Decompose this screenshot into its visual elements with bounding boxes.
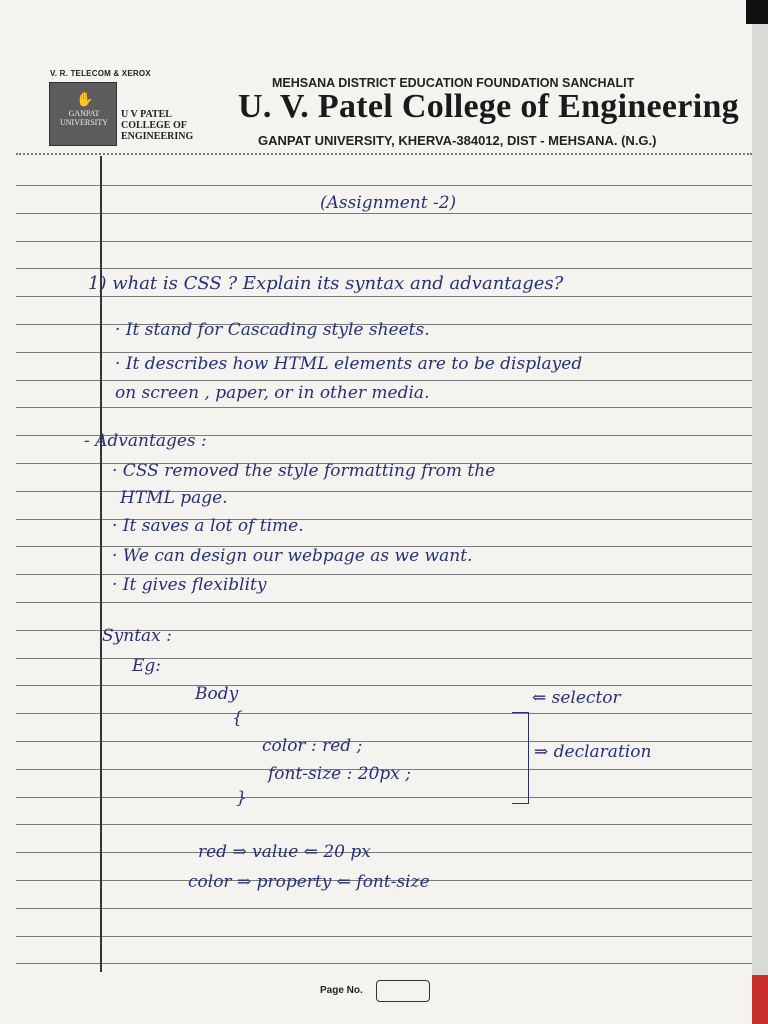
background-corner [746, 0, 768, 24]
advantage-item: · It gives flexiblity [112, 575, 267, 595]
ruled-line [16, 407, 752, 408]
definition-line: · It stand for Cascading style sheets. [115, 320, 430, 340]
ruled-line [16, 185, 752, 186]
page-number-label: Page No. [320, 985, 363, 996]
ruled-line [16, 713, 752, 714]
logo-caption [121, 109, 193, 142]
ruled-line [16, 213, 752, 214]
logo-caption-line: COLLEGE OF [121, 120, 187, 131]
ruled-line [16, 908, 752, 909]
advantage-item: · CSS removed the style formatting from the [112, 461, 496, 481]
ruled-line [16, 241, 752, 242]
declaration-note: ⇒ declaration [534, 742, 652, 762]
college-address: GANPAT UNIVERSITY, KHERVA-384012, DIST - MEHSANA. (N.G.) [258, 133, 657, 148]
open-brace: { [232, 708, 243, 728]
ruled-line [16, 852, 752, 853]
logo-text: GANPAT UNIVERSITY [60, 109, 108, 127]
css-declaration: font-size : 20px ; [268, 764, 411, 784]
ruled-line [16, 963, 752, 964]
ruled-line [16, 797, 752, 798]
advantage-item: HTML page. [120, 488, 228, 508]
logo-caption-line: U V PATEL [121, 109, 172, 120]
definition-line: on screen , paper, or in other media. [115, 383, 430, 403]
advantage-item: · It saves a lot of time. [112, 516, 304, 536]
definition-line: · It describes how HTML elements are to be displayed [115, 354, 583, 374]
advantages-heading: - Advantages : [84, 431, 207, 451]
value-line: red ⇒ value ⇐ 20 px [198, 842, 371, 862]
ruled-line [16, 352, 752, 353]
shop-label: V. R. TELECOM & XEROX [50, 69, 151, 78]
red-edge [752, 975, 768, 1024]
page-number-box [376, 980, 430, 1002]
advantage-item: · We can design our webpage as we want. [112, 546, 473, 566]
selector-note: ⇐ selector [532, 688, 621, 708]
university-logo [49, 82, 117, 146]
hand-emblem-icon: ✋ [76, 91, 94, 107]
ruled-line [16, 658, 752, 659]
paper-edge [752, 24, 768, 1024]
question: 1) what is CSS ? Explain its syntax and advantages? [88, 273, 564, 294]
close-brace: } [236, 788, 247, 808]
ruled-line [16, 296, 752, 297]
example-label: Eg: [132, 656, 162, 676]
header-divider [16, 153, 752, 155]
ruled-line [16, 936, 752, 937]
ruled-line [16, 268, 752, 269]
declaration-bracket [512, 712, 529, 804]
ruled-line [16, 685, 752, 686]
property-line: color ⇒ property ⇐ font-size [188, 872, 430, 892]
css-declaration: color : red ; [262, 736, 363, 756]
syntax-heading: Syntax : [102, 626, 172, 646]
foundation-name: MEHSANA DISTRICT EDUCATION FOUNDATION SANCHALIT [272, 76, 635, 90]
ruled-line [16, 380, 752, 381]
ruled-line [16, 602, 752, 603]
logo-caption-line: ENGINEERING [121, 131, 194, 142]
css-selector: Body [195, 684, 239, 704]
ruled-line [16, 824, 752, 825]
college-name: U. V. Patel College of Engineering [238, 88, 739, 125]
assignment-title: (Assignment -2) [320, 193, 457, 213]
